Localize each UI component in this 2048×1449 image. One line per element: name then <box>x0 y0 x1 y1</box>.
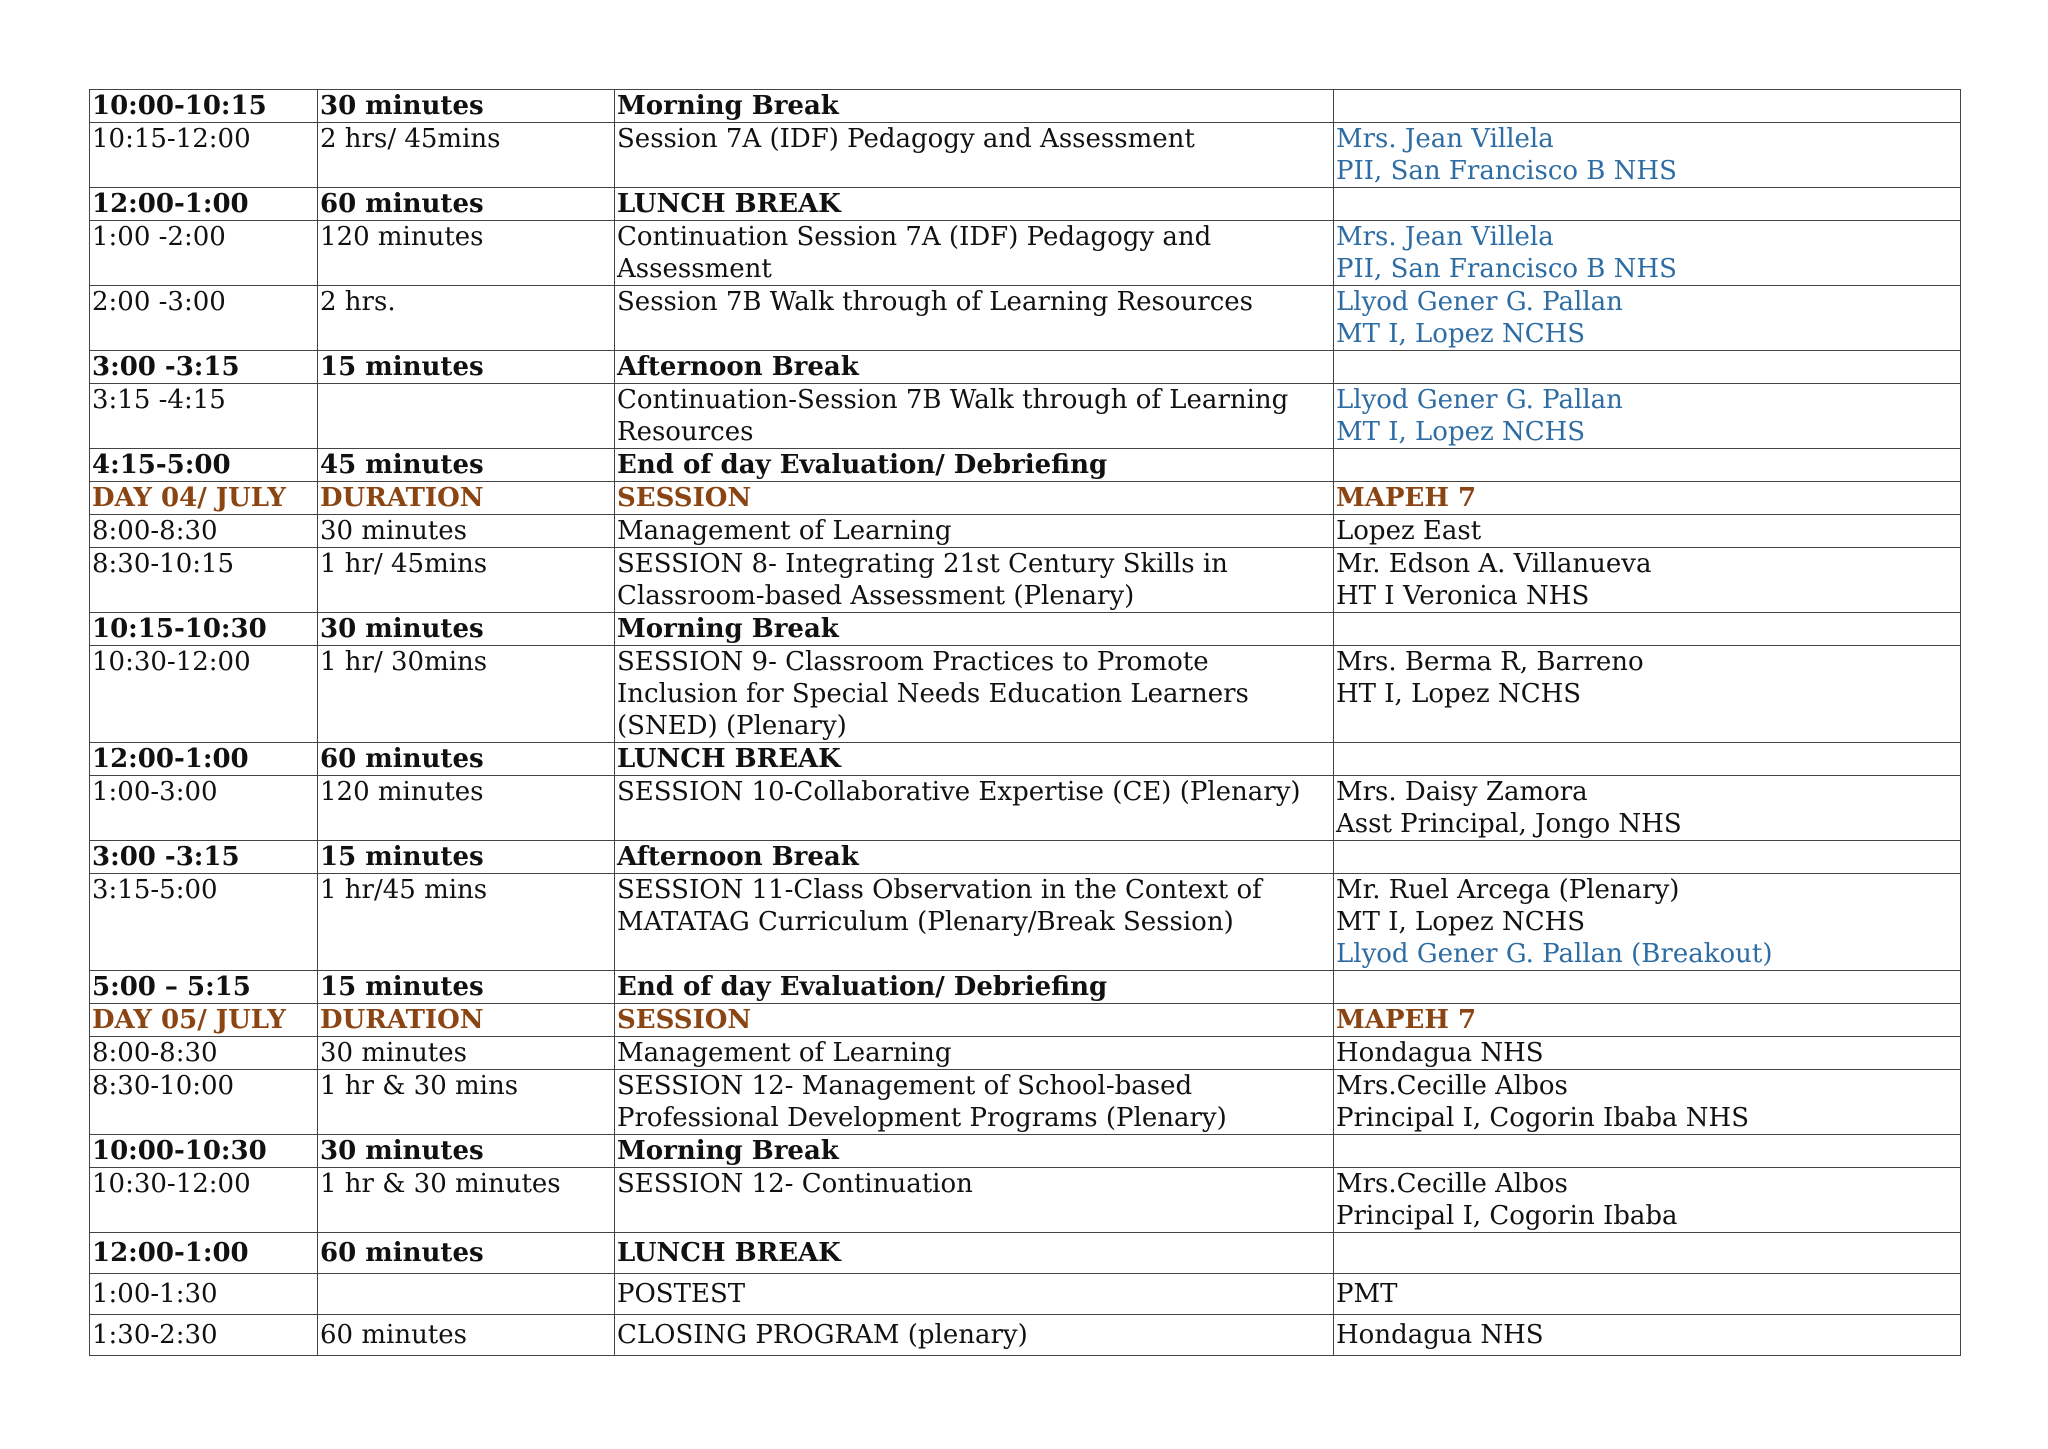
session-line: Afternoon Break <box>617 842 859 872</box>
time-cell: 3:15-5:00 <box>90 874 318 971</box>
time-cell: 10:30-12:00 <box>90 1168 318 1233</box>
resource-speaker-cell <box>1334 1135 1961 1168</box>
resource-speaker-cell <box>1334 971 1961 1004</box>
session-line: Session 7A (IDF) Pedagogy and Assessment <box>617 124 1195 154</box>
session-line: Morning Break <box>617 1136 839 1166</box>
time-cell: 8:00-8:30 <box>90 1037 318 1070</box>
resource-speaker-cell <box>1334 482 1961 515</box>
duration-cell: 30 minutes <box>318 515 615 548</box>
table-row <box>90 874 1961 971</box>
session-cell <box>615 449 1334 482</box>
session-line: End of day Evaluation/ Debriefing <box>617 972 1108 1002</box>
table-row <box>90 188 1961 221</box>
time-cell: 8:30-10:15 <box>90 548 318 613</box>
resource-speaker-cell <box>1334 286 1961 351</box>
session-line: LUNCH BREAK <box>617 189 841 219</box>
session-line: Continuation Session 7A (IDF) Pedagogy and <box>617 222 1212 252</box>
table-row <box>90 1004 1961 1037</box>
session-cell <box>615 515 1334 548</box>
resource-speaker-cell <box>1334 90 1961 123</box>
time-cell: 2:00 -3:00 <box>90 286 318 351</box>
resource-line: Mrs. Jean Villela <box>1336 124 1554 154</box>
time-cell: 10:30-12:00 <box>90 646 318 743</box>
table-row <box>90 841 1961 874</box>
time-cell: 8:00-8:30 <box>90 515 318 548</box>
resource-speaker-cell <box>1334 1004 1961 1037</box>
table-row <box>90 1135 1961 1168</box>
resource-line: HT I, Lopez NCHS <box>1336 679 1582 709</box>
session-line: Inclusion for Special Needs Education Learners <box>617 679 1249 709</box>
session-cell <box>615 971 1334 1004</box>
duration-cell: 1 hr/45 mins <box>318 874 615 971</box>
duration-cell: 2 hrs. <box>318 286 615 351</box>
table-row <box>90 971 1961 1004</box>
session-cell <box>615 841 1334 874</box>
session-line: SESSION 10-Collaborative Expertise (CE) (Plenary) <box>617 777 1301 807</box>
duration-cell <box>318 384 615 449</box>
resource-speaker-cell <box>1334 841 1961 874</box>
session-cell <box>615 646 1334 743</box>
resource-line: Mrs. Jean Villela <box>1336 222 1554 252</box>
resource-speaker-cell <box>1334 1274 1961 1315</box>
session-line: Continuation-Session 7B Walk through of Learning <box>617 385 1289 415</box>
table-row <box>90 90 1961 123</box>
session-line: SESSION 12- Continuation <box>617 1169 973 1199</box>
resource-line: MAPEH 7 <box>1336 1005 1477 1035</box>
resource-line: Llyod Gener G. Pallan <box>1336 385 1623 415</box>
resource-speaker-cell <box>1334 1168 1961 1233</box>
schedule-table <box>89 89 1961 1356</box>
time-cell: 10:00-10:30 <box>90 1135 318 1168</box>
duration-cell: 1 hr/ 45mins <box>318 548 615 613</box>
duration-cell: 60 minutes <box>318 1315 615 1356</box>
duration-cell: 120 minutes <box>318 776 615 841</box>
table-row <box>90 1274 1961 1315</box>
session-cell <box>615 743 1334 776</box>
time-cell: 12:00-1:00 <box>90 743 318 776</box>
duration-cell: 2 hrs/ 45mins <box>318 123 615 188</box>
resource-speaker-cell <box>1334 1233 1961 1274</box>
schedule-body <box>90 90 1961 1356</box>
table-row <box>90 776 1961 841</box>
table-row <box>90 515 1961 548</box>
resource-line: Lopez East <box>1336 516 1482 546</box>
resource-speaker-cell <box>1334 1070 1961 1135</box>
time-cell: 12:00-1:00 <box>90 188 318 221</box>
duration-cell: 15 minutes <box>318 351 615 384</box>
session-line: MATATAG Curriculum (Plenary/Break Session) <box>617 907 1234 937</box>
duration-cell: 1 hr/ 30mins <box>318 646 615 743</box>
session-cell <box>615 1070 1334 1135</box>
session-line: SESSION 11-Class Observation in the Context of <box>617 875 1262 905</box>
session-line: LUNCH BREAK <box>617 744 841 774</box>
resource-line: MAPEH 7 <box>1336 483 1477 513</box>
session-cell <box>615 1168 1334 1233</box>
session-line: SESSION <box>617 1005 752 1035</box>
resource-speaker-cell <box>1334 776 1961 841</box>
time-cell: 1:00-1:30 <box>90 1274 318 1315</box>
table-row <box>90 482 1961 515</box>
duration-cell: 60 minutes <box>318 188 615 221</box>
session-line: Morning Break <box>617 614 839 644</box>
duration-cell: 120 minutes <box>318 221 615 286</box>
duration-cell: 60 minutes <box>318 1233 615 1274</box>
resource-line: PMT <box>1336 1279 1398 1309</box>
time-cell: 1:00 -2:00 <box>90 221 318 286</box>
duration-cell: 30 minutes <box>318 1135 615 1168</box>
time-cell: 3:00 -3:15 <box>90 351 318 384</box>
time-cell: 3:15 -4:15 <box>90 384 318 449</box>
resource-line: Hondagua NHS <box>1336 1038 1544 1068</box>
session-cell <box>615 1274 1334 1315</box>
session-cell <box>615 776 1334 841</box>
resource-line: Llyod Gener G. Pallan <box>1336 287 1623 317</box>
resource-speaker-cell <box>1334 548 1961 613</box>
resource-line: MT I, Lopez NCHS <box>1336 907 1586 937</box>
session-line: SESSION <box>617 483 752 513</box>
session-cell <box>615 548 1334 613</box>
session-line: Management of Learning <box>617 1038 952 1068</box>
resource-speaker-cell <box>1334 743 1961 776</box>
time-cell: 1:00-3:00 <box>90 776 318 841</box>
session-cell <box>615 286 1334 351</box>
time-cell: 12:00-1:00 <box>90 1233 318 1274</box>
table-row <box>90 384 1961 449</box>
table-row <box>90 1168 1961 1233</box>
session-cell <box>615 123 1334 188</box>
session-line: Management of Learning <box>617 516 952 546</box>
time-cell: 4:15-5:00 <box>90 449 318 482</box>
table-row <box>90 221 1961 286</box>
resource-line: PII, San Francisco B NHS <box>1336 254 1677 284</box>
session-line: SESSION 8- Integrating 21st Century Skills in <box>617 549 1228 579</box>
resource-speaker-cell <box>1334 1315 1961 1356</box>
duration-cell: 60 minutes <box>318 743 615 776</box>
table-row <box>90 449 1961 482</box>
duration-cell: 30 minutes <box>318 1037 615 1070</box>
session-cell <box>615 384 1334 449</box>
session-line: End of day Evaluation/ Debriefing <box>617 450 1108 480</box>
table-row <box>90 123 1961 188</box>
resource-speaker-cell <box>1334 874 1961 971</box>
duration-cell: DURATION <box>318 1004 615 1037</box>
table-row <box>90 1070 1961 1135</box>
table-row <box>90 1037 1961 1070</box>
session-cell <box>615 1004 1334 1037</box>
session-cell <box>615 90 1334 123</box>
resource-line: Principal I, Cogorin Ibaba <box>1336 1201 1678 1231</box>
time-cell: DAY 04/ JULY <box>90 482 318 515</box>
session-line: POSTEST <box>617 1279 746 1309</box>
duration-cell: 30 minutes <box>318 613 615 646</box>
resource-line: Hondagua NHS <box>1336 1320 1544 1350</box>
duration-cell: 15 minutes <box>318 841 615 874</box>
table-row <box>90 286 1961 351</box>
resource-line: Principal I, Cogorin Ibaba NHS <box>1336 1103 1750 1133</box>
duration-cell: 1 hr & 30 mins <box>318 1070 615 1135</box>
table-row <box>90 1315 1961 1356</box>
session-cell <box>615 221 1334 286</box>
resource-speaker-cell <box>1334 384 1961 449</box>
resource-line: Asst Principal, Jongo NHS <box>1336 809 1682 839</box>
session-line: Afternoon Break <box>617 352 859 382</box>
session-line: Assessment <box>617 254 772 284</box>
session-line: (SNED) (Plenary) <box>617 711 847 741</box>
session-line: CLOSING PROGRAM (plenary) <box>617 1320 1028 1350</box>
session-cell <box>615 482 1334 515</box>
resource-line: MT I, Lopez NCHS <box>1336 319 1586 349</box>
table-row <box>90 646 1961 743</box>
resource-line: Mrs. Berma R, Barreno <box>1336 647 1644 677</box>
session-cell <box>615 874 1334 971</box>
time-cell: 3:00 -3:15 <box>90 841 318 874</box>
session-cell <box>615 351 1334 384</box>
session-cell <box>615 1315 1334 1356</box>
duration-cell: 1 hr & 30 minutes <box>318 1168 615 1233</box>
session-line: Classroom-based Assessment (Plenary) <box>617 581 1135 611</box>
session-cell <box>615 613 1334 646</box>
resource-line: MT I, Lopez NCHS <box>1336 417 1586 447</box>
session-line: Session 7B Walk through of Learning Resources <box>617 287 1254 317</box>
time-cell: 10:15-12:00 <box>90 123 318 188</box>
time-cell: 8:30-10:00 <box>90 1070 318 1135</box>
session-line: Resources <box>617 417 754 447</box>
resource-line: PII, San Francisco B NHS <box>1336 156 1677 186</box>
resource-speaker-cell <box>1334 188 1961 221</box>
resource-speaker-cell <box>1334 351 1961 384</box>
resource-line: Mrs. Daisy Zamora <box>1336 777 1588 807</box>
duration-cell: 30 minutes <box>318 90 615 123</box>
session-cell <box>615 1037 1334 1070</box>
session-cell <box>615 1135 1334 1168</box>
resource-line: HT I Veronica NHS <box>1336 581 1590 611</box>
resource-speaker-cell <box>1334 515 1961 548</box>
duration-cell: 15 minutes <box>318 971 615 1004</box>
resource-line: Llyod Gener G. Pallan (Breakout) <box>1336 939 1773 969</box>
resource-speaker-cell <box>1334 221 1961 286</box>
time-cell: 10:00-10:15 <box>90 90 318 123</box>
duration-cell <box>318 1274 615 1315</box>
resource-speaker-cell <box>1334 613 1961 646</box>
session-line: LUNCH BREAK <box>617 1238 841 1268</box>
session-line: SESSION 12- Management of School-based <box>617 1071 1193 1101</box>
duration-cell: 45 minutes <box>318 449 615 482</box>
table-row <box>90 351 1961 384</box>
time-cell: 5:00 – 5:15 <box>90 971 318 1004</box>
time-cell: 10:15-10:30 <box>90 613 318 646</box>
session-line: SESSION 9- Classroom Practices to Promote <box>617 647 1209 677</box>
session-cell <box>615 188 1334 221</box>
resource-speaker-cell <box>1334 646 1961 743</box>
resource-speaker-cell <box>1334 1037 1961 1070</box>
resource-line: Mrs.Cecille Albos <box>1336 1169 1568 1199</box>
table-row <box>90 613 1961 646</box>
table-row <box>90 1233 1961 1274</box>
table-row <box>90 743 1961 776</box>
session-line: Professional Development Programs (Plenary) <box>617 1103 1227 1133</box>
table-row <box>90 548 1961 613</box>
resource-line: Mr. Ruel Arcega (Plenary) <box>1336 875 1680 905</box>
resource-line: Mr. Edson A. Villanueva <box>1336 549 1652 579</box>
session-line: Morning Break <box>617 91 839 121</box>
resource-speaker-cell <box>1334 123 1961 188</box>
duration-cell: DURATION <box>318 482 615 515</box>
resource-line: Mrs.Cecille Albos <box>1336 1071 1568 1101</box>
resource-speaker-cell <box>1334 449 1961 482</box>
time-cell: 1:30-2:30 <box>90 1315 318 1356</box>
session-cell <box>615 1233 1334 1274</box>
time-cell: DAY 05/ JULY <box>90 1004 318 1037</box>
